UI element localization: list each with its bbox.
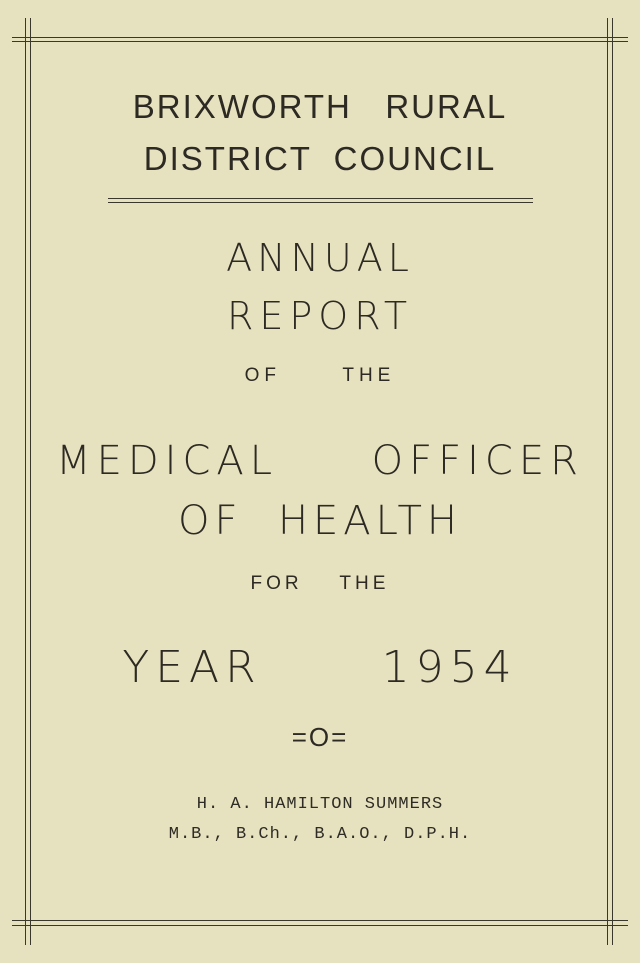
heading-rule-lower bbox=[108, 202, 533, 203]
title-report: REPORT bbox=[226, 294, 414, 338]
heading-rule-upper bbox=[108, 198, 533, 199]
council-name-line2: DISTRICT COUNCIL bbox=[143, 140, 497, 177]
connector-for-the: FOR THE bbox=[250, 573, 390, 594]
border-bottom-outer bbox=[12, 925, 628, 926]
author-qualifications: M.B., B.Ch., B.A.O., D.P.H. bbox=[168, 825, 472, 844]
council-name-line1: BRIXWORTH RURAL bbox=[132, 88, 508, 125]
year-1954: YEAR 1954 bbox=[122, 642, 518, 693]
subject-medical-officer: MEDICAL OFFICER bbox=[56, 438, 584, 484]
subject-of-health: OF HEALTH bbox=[178, 498, 462, 544]
title-annual: ANNUAL bbox=[226, 236, 414, 280]
border-bottom-inner bbox=[12, 920, 628, 921]
border-top-outer bbox=[12, 37, 628, 38]
connector-of-the: OF THE bbox=[244, 365, 396, 386]
border-top-inner bbox=[12, 41, 628, 42]
author-name: H. A. HAMILTON SUMMERS bbox=[196, 795, 444, 814]
ornament-divider: =O= bbox=[291, 722, 349, 752]
